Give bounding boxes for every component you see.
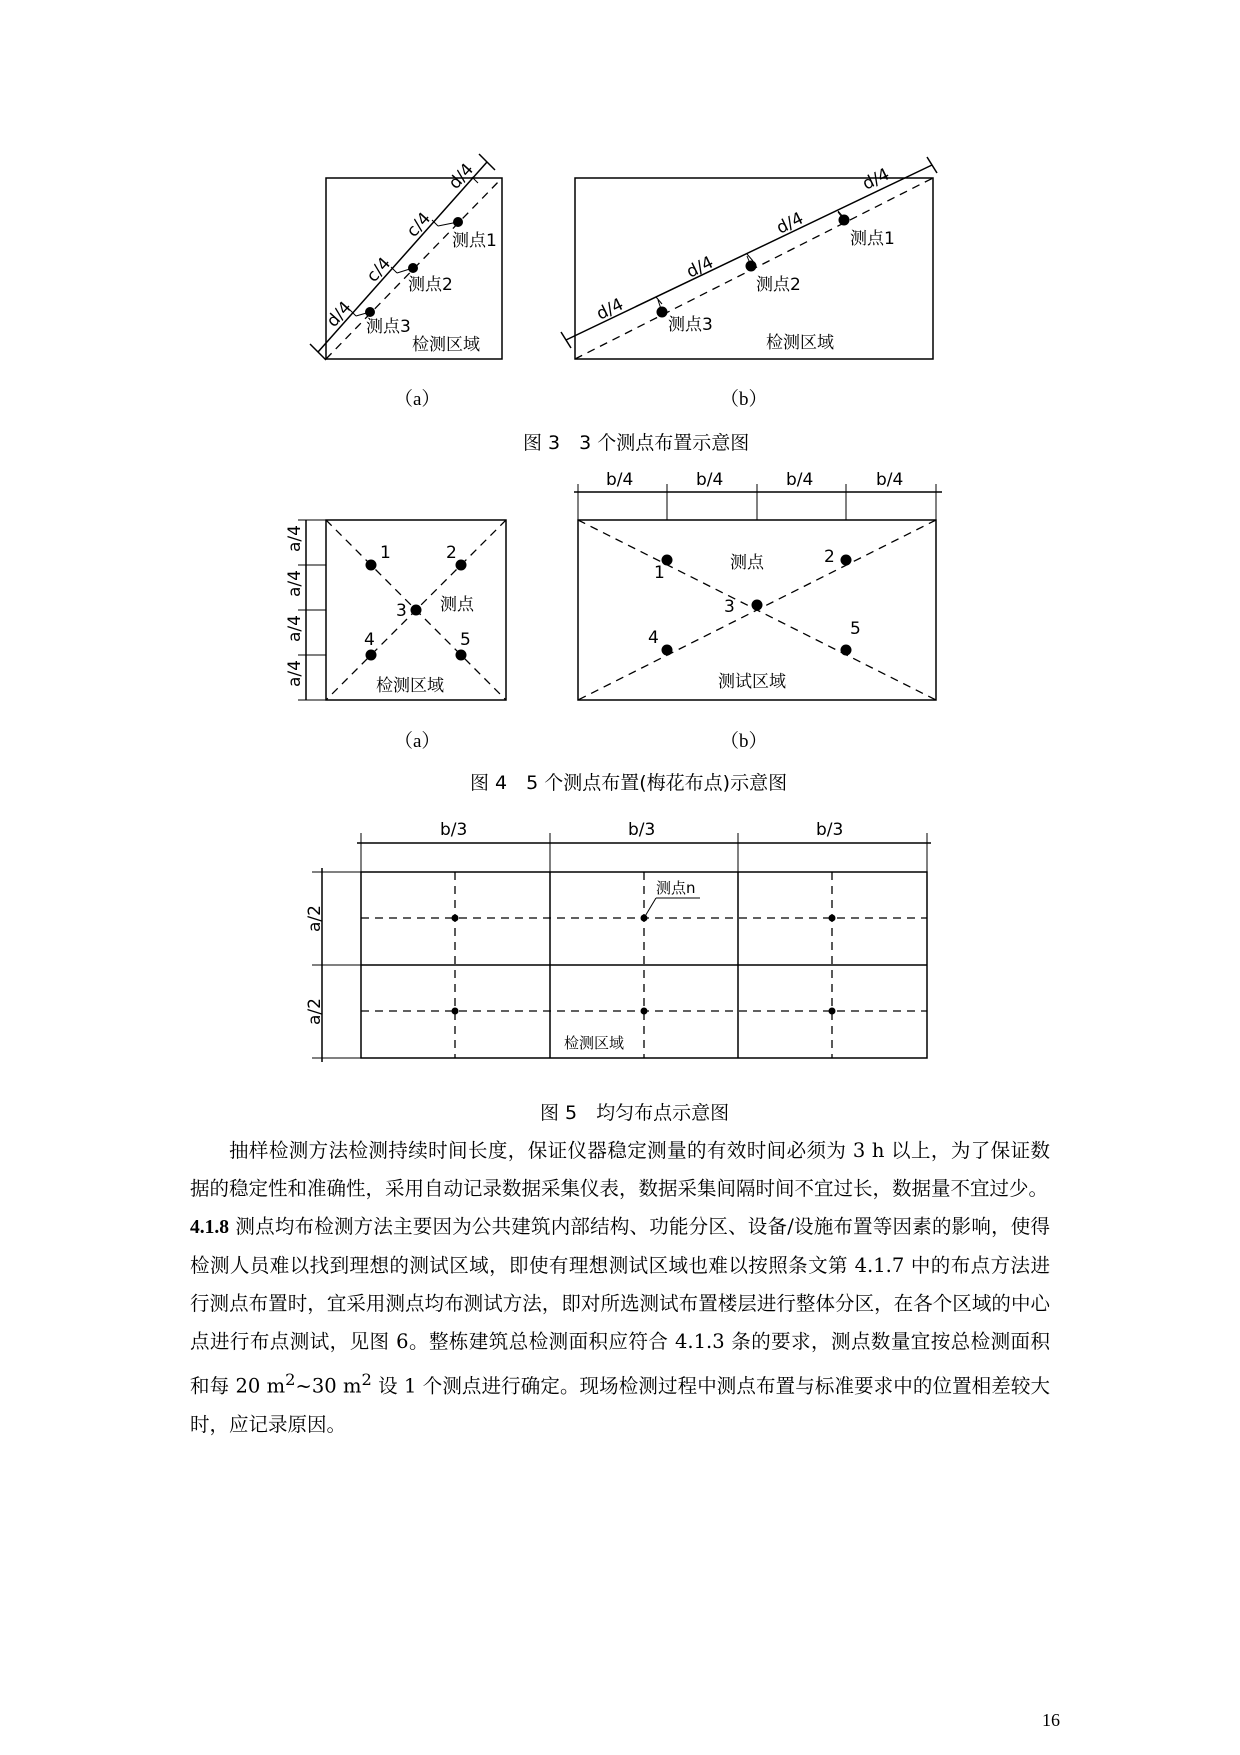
fig3b-point-2 [746, 261, 757, 272]
fig3b-label-region: 检测区域 [766, 333, 834, 353]
fig5-label-point: 测点n [656, 879, 696, 897]
fig5-col-3: b/3 [816, 820, 844, 840]
fig3a-point-2 [408, 263, 418, 273]
fig4a-dim-4: a/4 [285, 660, 305, 687]
fig3b-label-p3: 测点3 [668, 315, 713, 335]
fig4a-num-5: 5 [460, 630, 471, 650]
fig3a-point-1 [453, 217, 463, 227]
fig4b-label-region: 测试区域 [718, 672, 786, 692]
superscript-2: 2 [361, 1370, 372, 1389]
section-text-c: 设 1 个测点进行确定。现场检测过程中测点布置与标准要求中的位置相差较大时，应记录原因。 [190, 1374, 1051, 1436]
fig3a-sublabel: （a） [394, 389, 441, 410]
fig3b-dim-3: d/4 [773, 208, 807, 239]
fig3b-dim-4: d/4 [859, 164, 893, 195]
fig3a-dim-2: c/4 [362, 253, 396, 287]
fig3b-diagram [561, 157, 937, 359]
fig4a-dim-3: a/4 [285, 615, 305, 642]
fig4a-point-2 [456, 560, 467, 571]
fig4b-label-point: 测点 [730, 553, 764, 573]
fig5-point [641, 1008, 648, 1015]
fig4a-num-2: 2 [446, 543, 457, 563]
section-text-b: ~30 m [295, 1374, 362, 1398]
paragraph-2 [190, 1208, 1050, 1444]
fig3a-label-p2: 测点2 [408, 275, 453, 295]
fig4a-label-point: 测点 [440, 595, 474, 615]
fig3a-point-3 [365, 307, 375, 317]
fig4b-num-5: 5 [850, 619, 861, 639]
fig4b-num-3: 3 [724, 597, 735, 617]
fig5-point [452, 915, 459, 922]
fig4a-label-region: 检测区域 [376, 676, 444, 696]
fig3a-label-p1: 测点1 [452, 231, 497, 251]
fig4a-num-3: 3 [396, 601, 407, 621]
fig3b-label-p1: 测点1 [850, 229, 895, 249]
fig5-point [829, 1008, 836, 1015]
fig4b-point-3 [752, 600, 763, 611]
fig4a-dim-1: a/4 [285, 525, 305, 552]
fig3a-dim-4: d/4 [444, 159, 479, 194]
fig4-caption: 图 4 5 个测点布置(梅花布点)示意图 [470, 772, 788, 794]
section-text-a: 测点均布检测方法主要因为公共建筑内部结构、功能分区、设备/设施布置等因素的影响，使得检测人员难以找到理想的测试区域，即使有理想测试区域也难以按照条文第 4.1.7 中的布点方法进行测点布置时，宜采用测点均布测试方法，即对所选测试布置楼层进行整体分区，在各个区域的中心点进行布点测试，见图 6。整栋建筑总检测面积应符合 4.1.3 条的要求，测点数量宜按总检测面积和每 20 m [190, 1215, 1050, 1398]
fig4b-dim-3: b/4 [786, 470, 814, 490]
section-number: 4.1.8 [190, 1217, 229, 1238]
fig4b-sublabel: （b） [720, 731, 768, 752]
fig3a-label-p3: 测点3 [366, 317, 411, 337]
fig5-label-region: 检测区域 [564, 1034, 625, 1052]
superscript-1: 2 [285, 1370, 296, 1389]
fig5-row-2: a/2 [305, 998, 325, 1025]
fig4b-point-2 [841, 555, 852, 566]
body-text [190, 1132, 1050, 1444]
fig4b-num-2: 2 [824, 547, 835, 567]
fig5-row-1: a/2 [305, 905, 325, 932]
page-number: 16 [1042, 1710, 1060, 1730]
fig4b-num-4: 4 [648, 628, 659, 648]
fig4a-point-5 [456, 650, 467, 661]
fig4b-point-4 [662, 645, 673, 656]
fig3a-label-region: 检测区域 [412, 335, 480, 355]
fig5-caption: 图 5 均匀布点示意图 [540, 1102, 730, 1124]
paragraph-1: 抽样检测方法检测持续时间长度，保证仪器稳定测量的有效时间必须为 3 h 以上，为了保证数据的稳定性和准确性，采用自动记录数据采集仪表，数据采集间隔时间不宜过长，数据量不宜过少。 [190, 1139, 1050, 1200]
fig4a-num-1: 1 [380, 543, 391, 563]
fig4a-num-4: 4 [364, 630, 375, 650]
fig3b-dim-2: d/4 [683, 252, 717, 283]
fig4a-diagram [285, 520, 506, 700]
fig3a-dim-1: d/4 [322, 297, 357, 332]
fig4b-dim-4: b/4 [876, 470, 904, 490]
fig3-caption: 图 3 3 个测点布置示意图 [523, 432, 750, 454]
fig4b-num-1: 1 [654, 563, 665, 583]
fig3a-diagram [310, 154, 502, 360]
fig4a-dim-2: a/4 [285, 570, 305, 597]
fig5-diagram [305, 820, 931, 1062]
fig5-point [452, 1008, 459, 1015]
fig4b-dim-1: b/4 [606, 470, 634, 490]
fig4b-point-5 [841, 645, 852, 656]
fig3b-dim-1: d/4 [593, 294, 627, 325]
fig5-col-2: b/3 [628, 820, 656, 840]
fig3b-point-3 [657, 307, 668, 318]
fig5-point [829, 915, 836, 922]
fig4b-dim-2: b/4 [696, 470, 724, 490]
fig3b-point-1 [839, 215, 850, 226]
fig3b-label-p2: 测点2 [756, 275, 801, 295]
fig4a-point-3 [411, 605, 422, 616]
fig4a-point-1 [366, 560, 377, 571]
fig4b-diagram [574, 470, 942, 700]
fig4a-sublabel: （a） [394, 731, 441, 752]
fig5-col-1: b/3 [440, 820, 468, 840]
fig4a-point-4 [366, 650, 377, 661]
fig3a-dim-3: c/4 [402, 208, 436, 242]
fig3b-sublabel: （b） [720, 389, 768, 410]
